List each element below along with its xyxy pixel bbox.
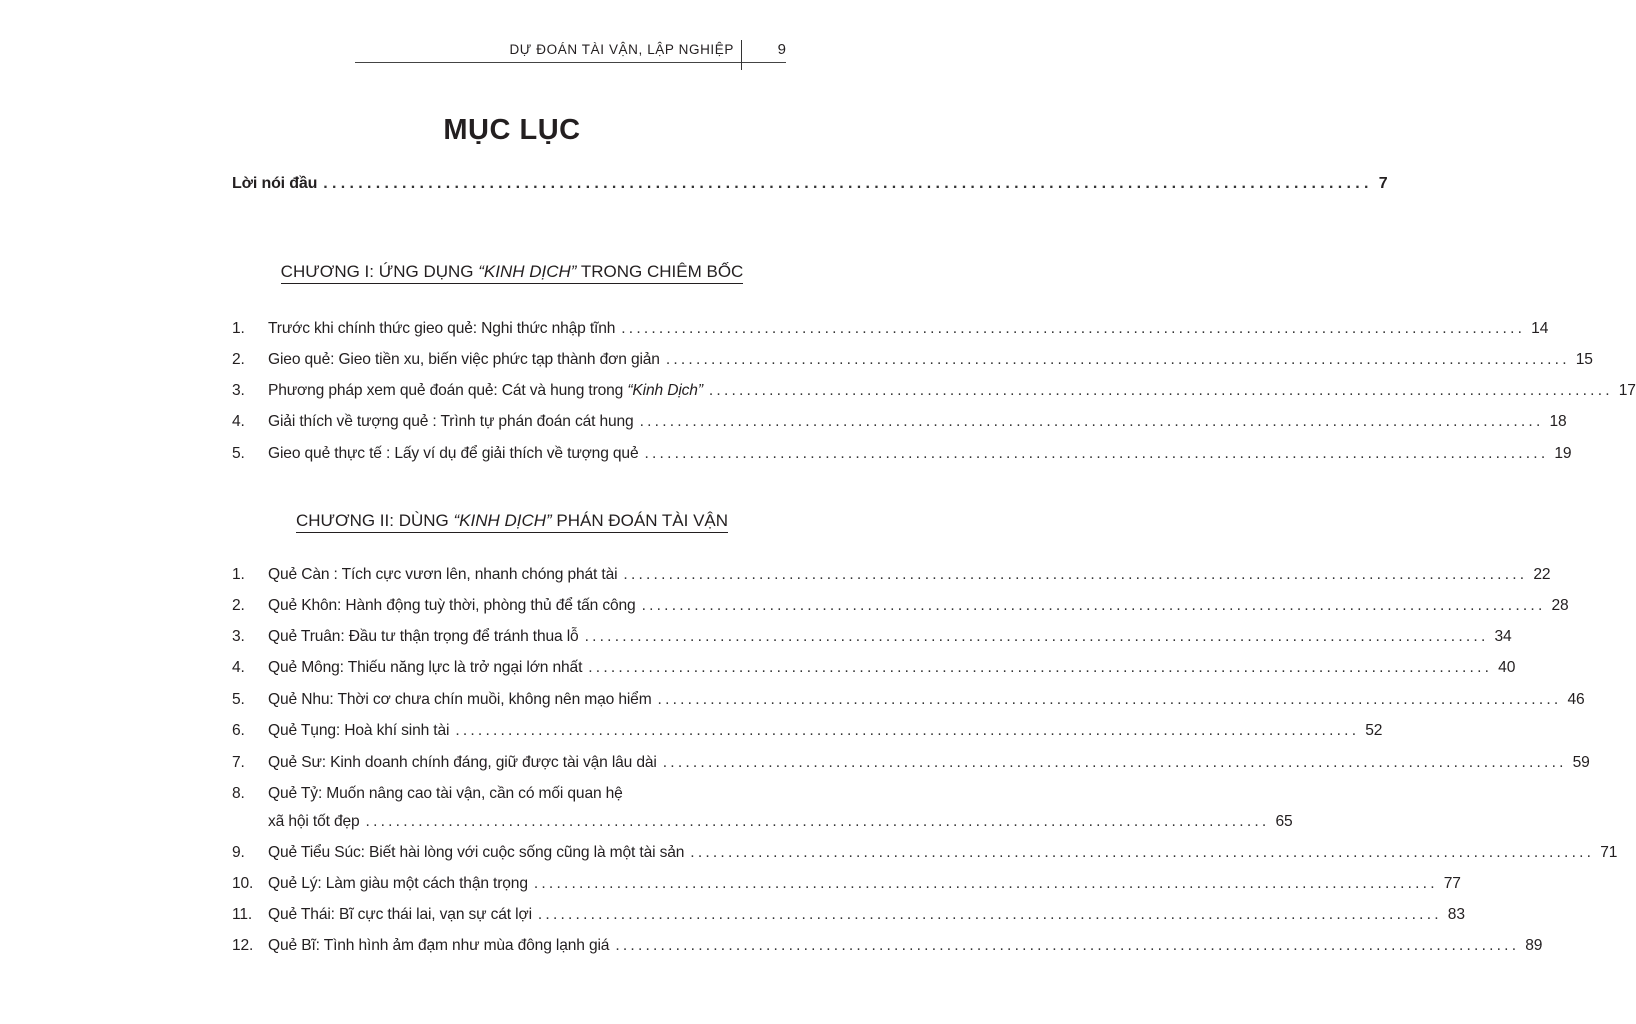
dot-leader: ........................................................................................................................ (537, 906, 1442, 923)
entry-page: 46 (1567, 691, 1585, 708)
entry-page: 15 (1575, 351, 1593, 368)
entry-page: 18 (1549, 413, 1567, 430)
page-number: 9 (777, 41, 786, 58)
toc-entry[interactable] (232, 722, 1383, 744)
entry-number: 4. (232, 413, 245, 430)
entry-text (268, 566, 617, 584)
dot-leader: ........................................................................................................................ (365, 813, 1270, 830)
heading-part: TRONG CHIÊM BỐC (576, 262, 744, 281)
dot-leader: ........................................................................................................................ (639, 413, 1544, 430)
entry-text-main: Quẻ Càn : Tích cực vươn lên, nhanh chóng phát tài (268, 566, 618, 583)
chapter-heading[interactable] (0, 262, 1024, 282)
entry-number: 5. (232, 445, 245, 462)
entry-number: 1. (232, 566, 245, 583)
entry-text-main: Quẻ Bĩ: Tình hình ảm đạm như mùa đông lạnh giá (268, 937, 610, 954)
dot-leader: ........................................................................................................................ (644, 445, 1549, 462)
heading-part: PHÁN ĐOÁN TÀI VẬN (551, 511, 729, 530)
entry-page: 52 (1365, 722, 1383, 739)
toc-entry[interactable] (232, 844, 1618, 866)
dot-leader: ........................................................................................................................ (641, 597, 1546, 614)
entry-text (268, 722, 449, 740)
dot-leader: ........................................................................................................................ (621, 320, 1526, 337)
entry-text-main: Quẻ Khôn: Hành động tuỳ thời, phòng thủ để tấn công (268, 597, 636, 614)
entry-page: 17 (1618, 382, 1636, 399)
entry-text: Quẻ Tỷ: Muốn nâng cao tài vận, cần có mối quan hệ (268, 785, 623, 802)
dot-leader: ........................................................................................................................ (615, 937, 1520, 954)
dot-leader: ........................................................................................................................ (323, 175, 1373, 192)
heading-italic: “KINH DỊCH” (478, 262, 577, 281)
entry-page: 89 (1525, 937, 1543, 954)
toc-entry[interactable] (232, 413, 1567, 435)
entry-text-main: Quẻ Lý: Làm giàu một cách thận trọng (268, 875, 528, 892)
entry-text (268, 754, 657, 772)
toc-entry[interactable] (232, 566, 1551, 588)
entry-text-main: Quẻ Tiểu Súc: Biết hài lòng với cuộc sống cũng là một tài sản (268, 844, 685, 861)
entry-text (268, 844, 684, 862)
entry-text-main: Trước khi chính thức gieo quẻ: Nghi thức nhập tĩnh (268, 320, 616, 337)
toc-entry[interactable] (232, 351, 1593, 373)
entry-number: 2. (232, 351, 245, 368)
entry-number: 5. (232, 691, 245, 708)
dot-leader: ........................................................................................................................ (584, 628, 1489, 645)
toc-entry[interactable] (232, 445, 1572, 467)
toc-entry[interactable] (232, 659, 1516, 681)
entry-number: 6. (232, 722, 245, 739)
entry-text (268, 628, 579, 646)
toc-entry-preface[interactable] (232, 175, 1388, 197)
entry-text-main: Quẻ Truân: Đầu tư thận trọng để tránh thua lỗ (268, 628, 579, 645)
entry-text (268, 445, 638, 463)
dot-leader: ........................................................................................................................ (455, 722, 1360, 739)
toc-entry[interactable] (232, 320, 1549, 342)
running-title: DỰ ĐOÁN TÀI VẬN, LẬP NGHIỆP (509, 42, 734, 57)
entry-number: 4. (232, 659, 245, 676)
entry-page: 22 (1533, 566, 1551, 583)
toc-entry[interactable] (232, 597, 1569, 619)
entry-page: 19 (1554, 445, 1572, 462)
toc-entry[interactable] (232, 382, 1636, 404)
entry-number: 12. (232, 937, 254, 954)
entry-page: 28 (1551, 597, 1569, 614)
toc-entry[interactable] (232, 937, 1543, 959)
chapter-heading[interactable] (0, 511, 1024, 531)
entry-text (268, 691, 652, 709)
entry-text: Lời nói đầu (232, 175, 318, 192)
dot-leader: ........................................................................................................................ (533, 875, 1438, 892)
entry-number: 7. (232, 754, 245, 771)
dot-leader: ........................................................................................................................ (623, 566, 1528, 583)
toc-entry-continuation[interactable] (232, 813, 1293, 835)
dot-leader: ........................................................................................................................ (690, 844, 1595, 861)
header-divider (741, 40, 742, 70)
entry-text-main: Quẻ Tụng: Hoà khí sinh tài (268, 722, 450, 739)
chapter-heading-text (296, 511, 728, 533)
toc-entry[interactable] (232, 754, 1590, 776)
entry-page: 34 (1494, 628, 1512, 645)
entry-text-main: Gieo quẻ: Gieo tiền xu, biến việc phức tạp thành đơn giản (268, 351, 660, 368)
entry-page: 65 (1275, 813, 1293, 830)
dot-leader: ........................................................................................................................ (708, 382, 1613, 399)
entry-text-main: Giải thích về tượng quẻ : Trình tự phán đoán cát hung (268, 413, 634, 430)
entry-text: xã hội tốt đẹp (268, 813, 360, 830)
entry-text-main: Gieo quẻ thực tế : Lấy ví dụ để giải thích về tượng quẻ (268, 445, 639, 462)
running-header (355, 38, 786, 63)
entry-text (268, 659, 582, 677)
dot-leader: ........................................................................................................................ (665, 351, 1570, 368)
entry-text (268, 597, 636, 615)
toc-entry[interactable] (232, 785, 787, 807)
entry-page: 7 (1378, 175, 1388, 192)
entry-page: 40 (1498, 659, 1516, 676)
entry-text-main: Quẻ Thái: Bĩ cực thái lai, vạn sự cát lợi (268, 906, 532, 923)
toc-entry[interactable] (232, 691, 1585, 713)
entry-text (268, 320, 615, 338)
heading-part: CHƯƠNG II: DÙNG (295, 511, 454, 530)
page-title: MỤC LỤC (443, 114, 581, 146)
entry-number: 1. (232, 320, 245, 337)
entry-text (268, 413, 634, 431)
entry-page: 14 (1531, 320, 1549, 337)
toc-entry[interactable] (232, 875, 1461, 897)
entry-text (268, 875, 528, 893)
entry-page: 59 (1572, 754, 1590, 771)
dot-leader: ........................................................................................................................ (588, 659, 1493, 676)
entry-text-main: Quẻ Mông: Thiếu năng lực là trở ngại lớn nhất (268, 659, 583, 676)
toc-entry[interactable] (232, 906, 1465, 928)
entry-number: 2. (232, 597, 245, 614)
chapter-heading-text (281, 262, 744, 284)
entry-page: 83 (1447, 906, 1465, 923)
entry-text (268, 906, 532, 924)
heading-italic: “KINH DỊCH” (453, 511, 552, 530)
entry-number: 9. (232, 844, 245, 861)
entry-text (268, 351, 660, 369)
entry-number: 11. (232, 906, 253, 923)
entry-text-main: Quẻ Nhu: Thời cơ chưa chín muồi, không nên mạo hiểm (268, 691, 652, 708)
dot-leader: ........................................................................................................................ (657, 691, 1562, 708)
entry-text-italic: “Kinh Dịch” (627, 382, 703, 399)
entry-text (268, 937, 609, 955)
entry-page: 77 (1443, 875, 1461, 892)
heading-part: CHƯƠNG I: ỨNG DỤNG (280, 262, 479, 281)
toc-entry[interactable] (232, 628, 1512, 650)
entry-text-main: Phương pháp xem quẻ đoán quẻ: Cát và hung trong (268, 382, 628, 399)
entry-number: 3. (232, 628, 245, 645)
dot-leader: ........................................................................................................................ (662, 754, 1567, 771)
entry-text (268, 382, 703, 400)
entry-number: 3. (232, 382, 245, 399)
entry-number: 10. (232, 875, 254, 892)
entry-page: 71 (1600, 844, 1618, 861)
entry-text-main: Quẻ Sư: Kinh doanh chính đáng, giữ được tài vận lâu dài (268, 754, 657, 771)
entry-number: 8. (232, 785, 245, 802)
